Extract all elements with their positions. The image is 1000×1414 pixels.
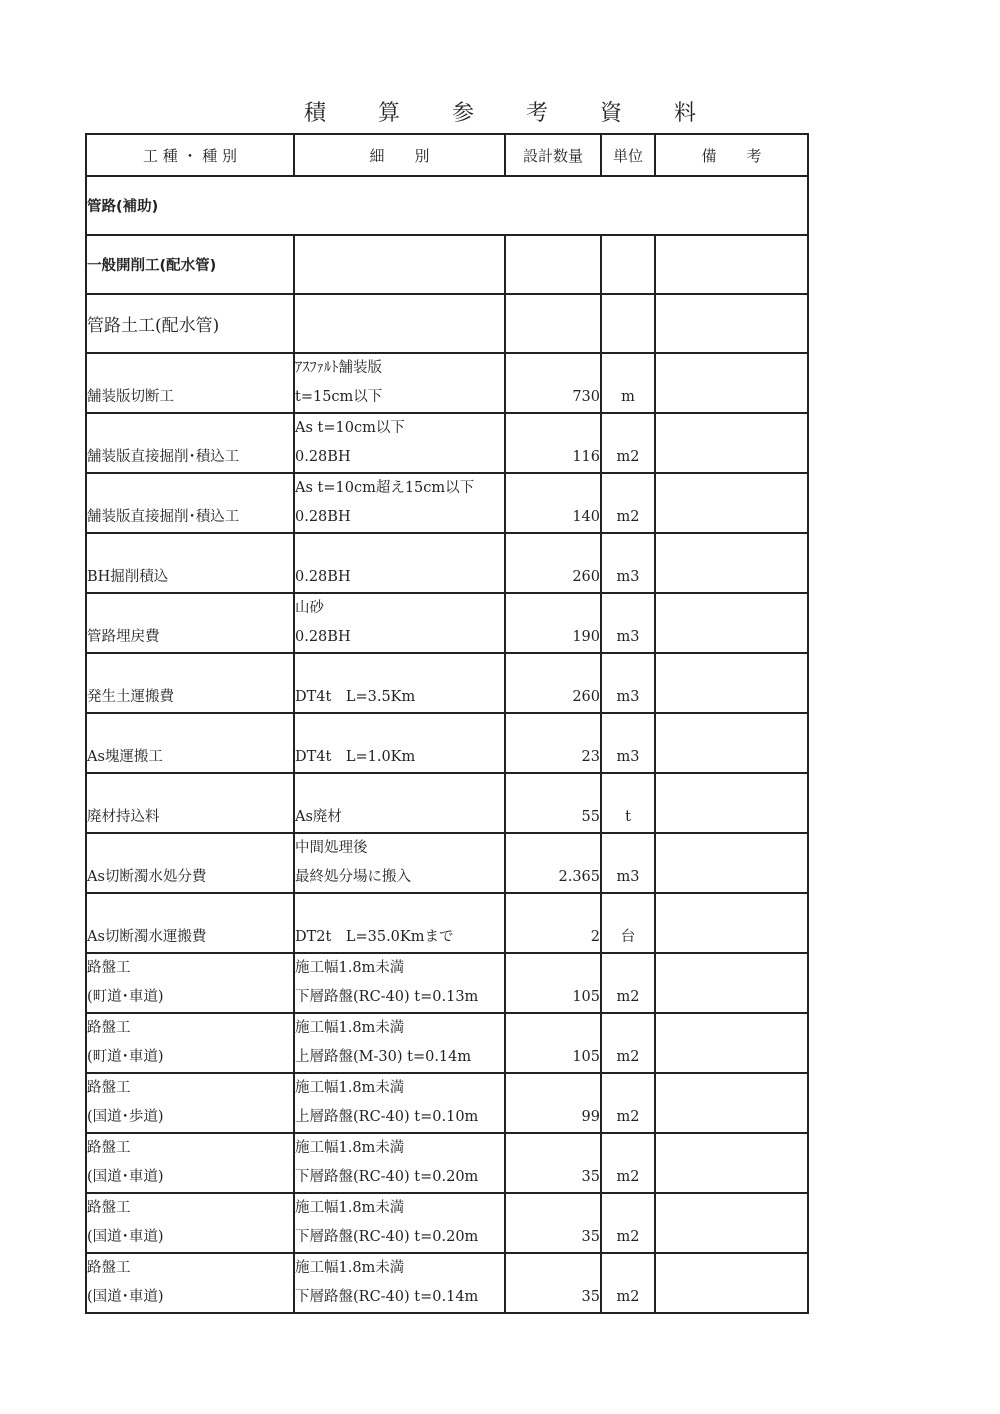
table-row [86, 653, 808, 713]
item-name-line2: 廃材持込料 [87, 809, 160, 825]
item-unit-cell [601, 1073, 655, 1133]
table-row [86, 1193, 808, 1253]
item-quantity: 260 [572, 569, 600, 585]
item-quantity: 260 [572, 689, 600, 705]
table-row [86, 1013, 808, 1073]
item-unit: m3 [616, 749, 640, 765]
item-detail-cell [294, 653, 505, 713]
item-name-line2: 管路埋戻費 [87, 629, 160, 645]
item-detail-cell [294, 1013, 505, 1073]
item-name-line1 [87, 654, 293, 683]
item-name-cell [86, 473, 294, 533]
item-quantity-cell [505, 1073, 601, 1133]
item-remarks-cell [655, 1193, 808, 1253]
item-detail-line2: 下層路盤(RC-40) t=0.13m [295, 989, 479, 1005]
item-quantity-cell [505, 953, 601, 1013]
item-detail-line1: 施工幅1.8m未満 [295, 1200, 405, 1216]
item-detail-line1 [295, 894, 504, 923]
table-row [86, 833, 808, 893]
item-unit-cell [601, 953, 655, 1013]
table-row [86, 413, 808, 473]
item-remarks-cell [655, 713, 808, 773]
item-detail-line1 [295, 534, 504, 563]
item-detail-cell [294, 1253, 505, 1313]
empty-cell [655, 235, 808, 294]
item-detail-cell [294, 1073, 505, 1133]
table-row [86, 1253, 808, 1313]
item-quantity: 35 [581, 1229, 600, 1245]
item-quantity: 140 [572, 509, 600, 525]
item-quantity: 190 [572, 629, 600, 645]
item-quantity-cell [505, 473, 601, 533]
item-detail-line2: DT4t L=3.5Km [295, 689, 416, 705]
title-char: 料 [674, 101, 697, 126]
item-detail-line2: 0.28BH [295, 509, 351, 525]
item-remarks-cell [655, 413, 808, 473]
item-unit: m3 [616, 689, 640, 705]
item-detail-line2: 0.28BH [295, 569, 351, 585]
item-name-cell [86, 953, 294, 1013]
section-label: 管路(補助) [86, 176, 808, 235]
empty-cell [601, 294, 655, 353]
item-detail-line1: 施工幅1.8m未満 [295, 960, 405, 976]
item-name-line1 [87, 354, 293, 383]
item-unit: m3 [616, 869, 640, 885]
item-detail-line2: 上層路盤(RC-40) t=0.10m [295, 1109, 479, 1125]
header-row [86, 134, 808, 176]
item-unit: m [621, 389, 635, 405]
item-detail-line2: 0.28BH [295, 449, 351, 465]
item-quantity: 99 [581, 1109, 600, 1125]
item-quantity: 23 [581, 749, 600, 765]
item-name-line2: As塊運搬工 [87, 749, 163, 765]
item-unit-cell [601, 1013, 655, 1073]
item-quantity: 105 [572, 1049, 600, 1065]
item-detail-line2: 下層路盤(RC-40) t=0.20m [295, 1229, 479, 1245]
item-detail-line2: DT2t L=35.0Kmまで [295, 929, 454, 945]
item-remarks-cell [655, 773, 808, 833]
section-row-excavation [86, 235, 808, 294]
item-detail-line1: 施工幅1.8m未満 [295, 1020, 405, 1036]
item-quantity: 2.365 [558, 869, 600, 885]
item-quantity: 55 [581, 809, 600, 825]
item-unit-cell [601, 1193, 655, 1253]
item-quantity: 2 [590, 929, 600, 945]
section-label: 管路土工(配水管) [86, 294, 294, 353]
item-detail-line2: 下層路盤(RC-40) t=0.14m [295, 1289, 479, 1305]
item-unit: m2 [616, 449, 640, 465]
item-remarks-cell [655, 593, 808, 653]
item-unit: m2 [616, 1049, 640, 1065]
item-unit: m2 [616, 1169, 640, 1185]
item-quantity-cell [505, 653, 601, 713]
item-detail-line2: As廃材 [295, 809, 342, 825]
item-name-line1 [87, 534, 293, 563]
item-remarks-cell [655, 1133, 808, 1193]
item-name-line1 [87, 714, 293, 743]
item-name-cell [86, 653, 294, 713]
item-name-line1: 路盤工 [87, 1020, 131, 1036]
item-detail-line2: DT4t L=1.0Km [295, 749, 416, 765]
item-name-line2: (町道･車道) [87, 989, 164, 1005]
item-detail-cell [294, 773, 505, 833]
item-unit: m2 [616, 989, 640, 1005]
item-unit-cell [601, 833, 655, 893]
item-unit: m3 [616, 569, 640, 585]
empty-cell [655, 294, 808, 353]
title-char: 資 [600, 101, 623, 126]
item-name-line1: 路盤工 [87, 1140, 131, 1156]
item-name-line1 [87, 774, 293, 803]
item-remarks-cell [655, 1253, 808, 1313]
header-remarks: 備 考 [655, 134, 808, 176]
item-name-cell [86, 1253, 294, 1313]
item-detail-line1: As t=10cm超え15cm以下 [295, 480, 475, 496]
item-detail-cell [294, 593, 505, 653]
item-name-cell [86, 773, 294, 833]
item-name-cell [86, 713, 294, 773]
item-name-line1 [87, 594, 293, 623]
item-unit-cell [601, 413, 655, 473]
item-detail-line1: 施工幅1.8m未満 [295, 1140, 405, 1156]
item-name-line2: BH掘削積込 [87, 569, 169, 585]
header-detail: 細 別 [294, 134, 505, 176]
item-name-line2: As切断濁水運搬費 [87, 929, 207, 945]
item-name-cell [86, 1193, 294, 1253]
header-unit: 単位 [601, 134, 655, 176]
empty-cell [601, 235, 655, 294]
item-name-line1: 路盤工 [87, 960, 131, 976]
item-detail-line1: 山砂 [295, 600, 324, 616]
item-quantity-cell [505, 1013, 601, 1073]
item-name-line2: (国道･車道) [87, 1229, 164, 1245]
item-quantity: 105 [572, 989, 600, 1005]
item-detail-cell [294, 413, 505, 473]
item-detail-cell [294, 953, 505, 1013]
item-name-line1 [87, 894, 293, 923]
item-unit: m2 [616, 509, 640, 525]
item-remarks-cell [655, 533, 808, 593]
item-detail-cell [294, 893, 505, 953]
header-quantity: 設計数量 [505, 134, 601, 176]
item-detail-line1 [295, 774, 504, 803]
item-quantity-cell [505, 413, 601, 473]
item-detail-line1: 施工幅1.8m未満 [295, 1260, 405, 1276]
item-quantity-cell [505, 1133, 601, 1193]
item-name-cell [86, 893, 294, 953]
item-name-line2: 舗装版直接掘削･積込工 [87, 509, 240, 525]
item-detail-cell [294, 833, 505, 893]
item-quantity-cell [505, 593, 601, 653]
item-unit-cell [601, 653, 655, 713]
table-row [86, 1133, 808, 1193]
item-quantity: 116 [572, 449, 600, 465]
item-remarks-cell [655, 1013, 808, 1073]
table-row [86, 1073, 808, 1133]
item-remarks-cell [655, 473, 808, 533]
item-unit-cell [601, 893, 655, 953]
section-row-pipeline [86, 176, 808, 235]
item-unit-cell [601, 1133, 655, 1193]
item-unit-cell [601, 593, 655, 653]
item-detail-cell [294, 1193, 505, 1253]
item-detail-line2: 最終処分場に搬入 [295, 869, 411, 885]
item-unit: 台 [620, 929, 636, 945]
item-unit-cell [601, 713, 655, 773]
item-unit-cell [601, 1253, 655, 1313]
item-unit: m2 [616, 1289, 640, 1305]
item-quantity-cell [505, 533, 601, 593]
title-char: 算 [377, 101, 400, 126]
item-detail-line2: 下層路盤(RC-40) t=0.20m [295, 1169, 479, 1185]
item-remarks-cell [655, 1073, 808, 1133]
title-char: 参 [451, 101, 474, 126]
item-detail-line1: 施工幅1.8m未満 [295, 1080, 405, 1096]
item-quantity-cell [505, 773, 601, 833]
table-row [86, 353, 808, 413]
item-name-line1: 路盤工 [87, 1200, 131, 1216]
item-detail-line1 [295, 714, 504, 743]
item-quantity-cell [505, 833, 601, 893]
item-name-line2: (国道･歩道) [87, 1109, 164, 1125]
item-unit: t [625, 809, 631, 825]
item-unit-cell [601, 473, 655, 533]
item-name-cell [86, 533, 294, 593]
item-unit-cell [601, 773, 655, 833]
item-quantity-cell [505, 893, 601, 953]
item-unit: m2 [616, 1229, 640, 1245]
title-char: 積 [303, 101, 326, 126]
item-detail-line2: 上層路盤(M-30) t=0.14m [295, 1049, 472, 1065]
item-remarks-cell [655, 353, 808, 413]
item-name-line2: 舗装版直接掘削･積込工 [87, 449, 240, 465]
title-char: 考 [526, 101, 549, 126]
empty-cell [505, 294, 601, 353]
estimate-table [85, 133, 809, 1314]
item-name-cell [86, 1133, 294, 1193]
item-detail-line2: 0.28BH [295, 629, 351, 645]
item-name-line1 [87, 474, 293, 503]
item-name-line2: (国道･車道) [87, 1289, 164, 1305]
item-name-cell [86, 833, 294, 893]
item-unit-cell [601, 533, 655, 593]
item-name-line2: As切断濁水処分費 [87, 869, 207, 885]
item-quantity: 35 [581, 1289, 600, 1305]
item-unit: m2 [616, 1109, 640, 1125]
item-detail-cell [294, 473, 505, 533]
item-quantity-cell [505, 353, 601, 413]
item-quantity: 730 [572, 389, 600, 405]
item-quantity-cell [505, 713, 601, 773]
item-remarks-cell [655, 653, 808, 713]
table-row [86, 713, 808, 773]
item-detail-line2: t=15cm以下 [295, 389, 383, 405]
item-remarks-cell [655, 833, 808, 893]
item-quantity-cell [505, 1193, 601, 1253]
item-remarks-cell [655, 893, 808, 953]
table-row [86, 473, 808, 533]
item-detail-line1: ｱｽﾌｧﾙﾄ舗装版 [295, 360, 382, 376]
item-name-line1 [87, 834, 293, 863]
item-detail-cell [294, 533, 505, 593]
header-type: 工 種 ・ 種 別 [86, 134, 294, 176]
item-name-line2: (町道･車道) [87, 1049, 164, 1065]
item-name-cell [86, 593, 294, 653]
section-row-earthwork [86, 294, 808, 353]
item-name-line2: (国道･車道) [87, 1169, 164, 1185]
table-row [86, 593, 808, 653]
empty-cell [505, 235, 601, 294]
item-quantity: 35 [581, 1169, 600, 1185]
item-name-line2: 舗装版切断工 [87, 389, 174, 405]
empty-cell [294, 294, 505, 353]
item-unit-cell [601, 353, 655, 413]
item-name-line2: 発生土運搬費 [87, 689, 174, 705]
item-detail-line1: 中間処理後 [295, 840, 368, 856]
item-name-cell [86, 353, 294, 413]
section-label: 一般開削工(配水管) [86, 235, 294, 294]
item-remarks-cell [655, 953, 808, 1013]
table-row [86, 773, 808, 833]
item-unit: m3 [616, 629, 640, 645]
item-detail-cell [294, 353, 505, 413]
empty-cell [294, 235, 505, 294]
item-quantity-cell [505, 1253, 601, 1313]
item-name-line1 [87, 414, 293, 443]
table-row [86, 533, 808, 593]
item-name-cell [86, 1073, 294, 1133]
item-detail-line1 [295, 654, 504, 683]
item-name-cell [86, 1013, 294, 1073]
table-row [86, 953, 808, 1013]
item-detail-cell [294, 1133, 505, 1193]
table-row [86, 893, 808, 953]
item-name-line1: 路盤工 [87, 1260, 131, 1276]
item-name-cell [86, 413, 294, 473]
item-detail-cell [294, 713, 505, 773]
item-detail-line1: As t=10cm以下 [295, 420, 405, 436]
document-title [0, 96, 1000, 127]
item-name-line1: 路盤工 [87, 1080, 131, 1096]
